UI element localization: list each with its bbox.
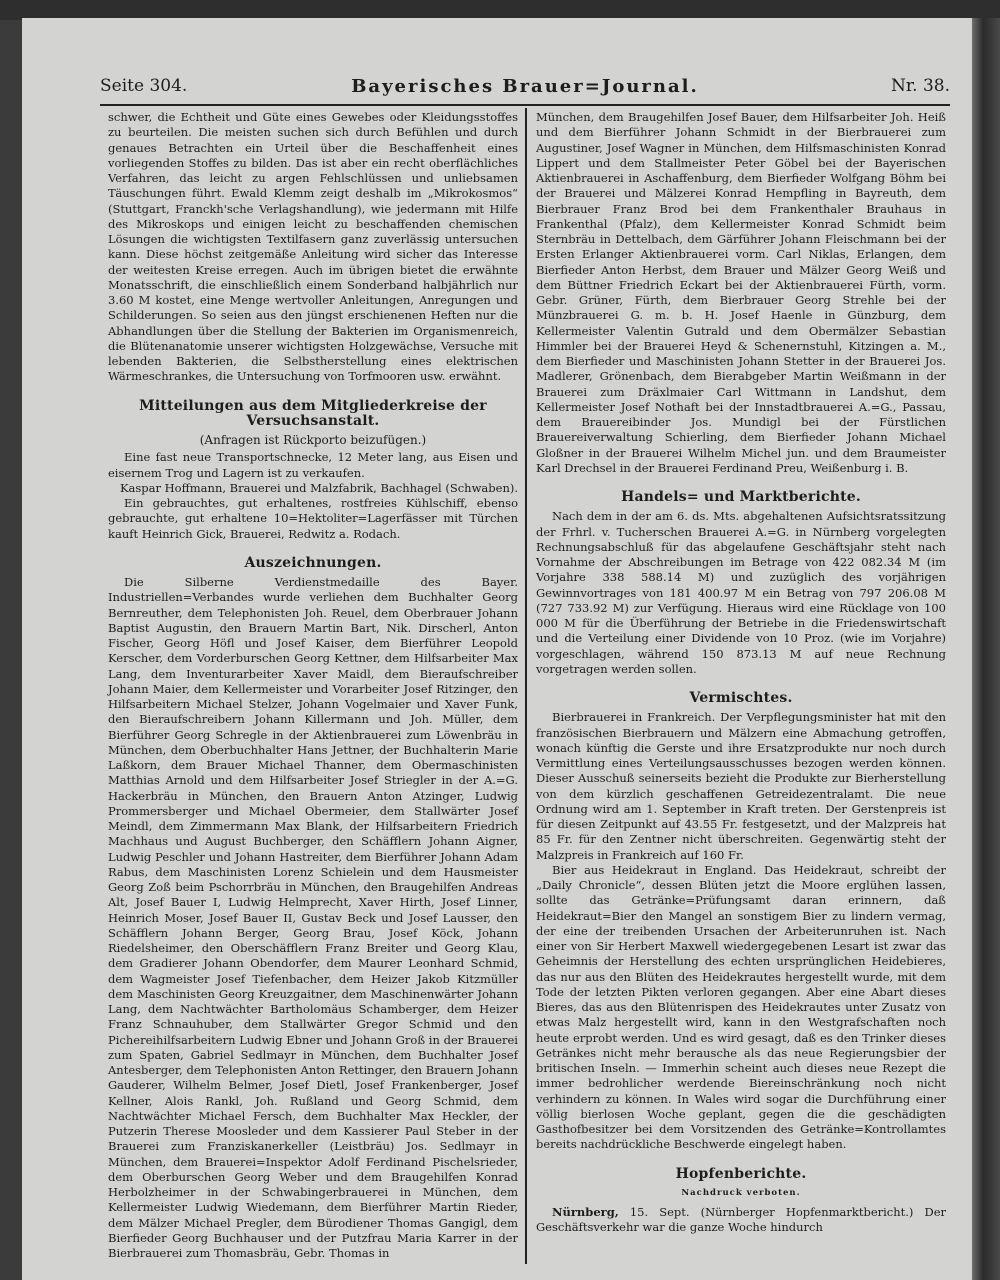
hopfen-report <box>536 1205 946 1236</box>
mitteilungen-subheading: (Anfragen ist Rückporto beizufügen.) <box>199 433 427 447</box>
vermischtes-article-2: Bier aus Heidekraut in England. Das Heidekraut, schreibt der „Daily Chronicle“, dessen Blüten jetzt die Moore erglühen lassen, sollte das Getränke=Prüfungsamt daran erinnern, daß Heidekraut=Bier den Mangel an sonstigem Bier zu lindern vermag, der eine der treibenden Ursachen der Arbeiterunruhen ist. Nach einer von Sir Herbert Maxwell wiedergegebenen Lesart ist zwar das Geheimnis der Herstellung des echten ursprünglichen Heidebieres, das nur aus den Blüten des Heidekrautes hergestellt wurde, mit dem Tode der letzten Pikten verloren gegangen. Aber eine Abart dieses Bieres, das aus den Blütenrispen des Heidekrautes unter Zusatz von etwas Malz hergestellt wird, kann in den Westgrafschaften noch heute erprobt werden. Und es wird gesagt, daß es den Trinker dieses Getränkes nicht mehr berausche als das neue Regierungsbier der britischen Inseln. — Immerhin scheint auch dieses neue Rezept die immer bedrohlicher werdende Biereinschränkung noch nicht verhindern zu können. In Wales wird sogar die Durchführung einer völlig bierlosen Woche geplant, gegen die die geschädigten Gasthofbesitzer bei dem Vorsitzenden des Getränke=Kontrollamtes bereits nachdrückliche Beschwerde eingelegt haben. <box>536 862 946 1152</box>
header-rule <box>100 104 950 106</box>
auszeichnungen-body: Die Silberne Verdienstmedaille des Bayer. Industriellen=Verbandes wurde verliehen dem Buchhalter Georg Bernreuther, dem Telephonisten Joh. Reuel, dem Oberbrauer Johann Baptist Augustin, den Brauern Martin Bart, Nik. Dirscherl, Anton Fischer, Georg Höfl und Josef Kaiser, dem Bierführer Leopold Kerscher, dem Vorderburschen Georg Kettner, dem Hilfsarbeiter Max Lang, dem Inventurarbeiter Xaver Maidl, dem Bieraufschreiber Johann Maier, dem Kellermeister und Vorarbeiter Josef Ritzinger, den Hilfsarbeitern Michael Stelzer, Johann Vogelmaier und Xaver Funk, den Bieraufschreibern Johann Killermann und Joh. Müller, dem Bierführer Georg Schregle in der Aktienbrauerei zum Löwenbräu in München, dem Oberbuchhalter Hans Jettner, der Buchhalterin Marie Laßkorn, dem Brauer Michael Thanner, dem Obermaschinisten Matthias Arnold und dem Hilfsarbeiter Josef Striegler in der A.=G. Hackerbräu in München, den Brauern Anton Atzinger, Ludwig Prommersberger und Michael Obermeier, dem Stallwärter Josef Meindl, dem Zimmermann Max Blank, der Hilfsarbeitern Friedrich Machhaus und August Buchberger, den Schäfflern Johann Aigner, Ludwig Peschler und Johann Hastreiter, dem Bierführer Johann Adam Rabus, dem Maschinisten Lorenz Schielein und dem Hausmeister Georg Zoß beim Pschorrbräu in München, den Braugehilfen Andreas Alt, Josef Bauer I, Ludwig Helmprecht, Xaver Hirth, Josef Linner, Heinrich Moser, Josef Bauer II, Gustav Beck und Josef Lausser, den Schäfflern Johann Berger, Georg Brau, Josef Köck, Johann Riedelsheimer, den Oberschäfflern Franz Breiter und Georg Klau, dem Gradierer Johann Obendorfer, dem Maurer Leonhard Schmid, dem Wagmeister Josef Tiefenbacher, dem Heizer Jakob Kitzmüller dem Maschinisten Georg Kreuzgaitner, dem Maschinenwärter Johann Lang, dem Nachtwächter Bartholomäus Schamberger, dem Heizer Franz Schnauhuber, dem Stallwärter Gregor Schmid und den Pichereihilfsarbeitern Ludwig Ebner und Johann Groß in der Brauerei zum Spaten, Gabriel Sedlmayr in München, dem Buchhalter Josef Antesberger, dem Telephonisten Anton Rettinger, den Brauern Johann Gauderer, Wilhelm Belmer, Josef Dietl, Josef Frankenberger, Josef Kellner, Alois Rankl, Joh. Rußland und Georg Schmid, dem Nachtwächter Michael Fersch, dem Buchhalter Max Heckler, der Putzerin Therese Moosleder und dem Kassierer Paul Steber in der Brauerei zum Franziskanerkeller (Leistbräu) Jos. Sedlmayr in München, dem Brauerei=Inspektor Adolf Ferdinand Pischelsrieder, dem Oberburschen Georg Weber und dem Braugehilfen Konrad Herbolzheimer in der Schwabingerbrauerei in München, dem Kellermeister Ludwig Wiedemann, dem Bierführer Martin Rieder, dem Mälzer Michael Pregler, dem Bürodiener Thomas Gangigl, dem Bierfieder Georg Buchhauser und der Putzfrau Maria Karrer in der Bierbrauerei zum Thomasbräu, Gebr. Thomas in <box>108 575 518 1260</box>
hopfen-heading: Hopfenberichte. <box>675 1165 807 1182</box>
journal-title: Bayerisches Brauer=Journal. <box>351 76 699 97</box>
left-column <box>108 110 518 1261</box>
column-divider <box>525 108 527 1264</box>
page-content <box>100 74 950 1274</box>
page-number: Seite 304. <box>100 76 188 96</box>
handels-body: Nach dem in der am 6. ds. Mts. abgehaltenen Aufsichtsratssitzung der Frhrl. v. Tucherschen Brauerei A.=G. in Nürnberg vorgelegten Rechnungsabschluß für das abgelaufene Geschäftsjahr steht nach Vornahme der Abschreibungen im Betrage von 422 082.34 M (im Vorjahre 338 588.14 M) und zuzüglich des vorjährigen Gewinnvortrages von 181 400.97 M ein Betrag von 797 206.08 M (727 733.92 M) zur Verfügung. Hieraus wird eine Rücklage von 100 000 M für die Überführung der Betriebe in die Friedenswirtschaft und die Verteilung einer Dividende von 10 Proz. (wie im Vorjahre) vorgeschlagen, während 150 873.13 M auf neue Rechnung vorgetragen werden sollen. <box>536 509 946 676</box>
auszeichnungen-heading: Auszeichnungen. <box>244 554 382 571</box>
auszeichnungen-continuation: München, dem Braugehilfen Josef Bauer, dem Hilfsarbeiter Joh. Heiß und dem Bierführer Johann Schmidt in der Bierbrauerei zum Augustiner, Josef Wagner in München, dem Hilfsmaschinisten Konrad Lippert und dem Stallmeister Peter Göbel bei der Bayerischen Aktienbrauerei in Aschaffenburg, dem Bierfieder Wolfgang Böhm bei der Brauerei und Mälzerei Konrad Hempfling in Bayreuth, dem Bierbrauer Franz Brod bei dem Frankenthaler Brauhaus in Frankenthal (Pfalz), dem Kellermeister Konrad Schmidt beim Sternbräu in Dettelbach, dem Gärführer Johann Fleischmann bei der Ersten Erlanger Aktienbrauerei vorm. Carl Niklas, Erlangen, dem Bierfieder Anton Herbst, dem Brauer und Mälzer Georg Weiß und dem Büttner Friedrich Eckart bei der Aktienbrauerei Fürth, vorm. Gebr. Grüner, Fürth, dem Bierbrauer Georg Strehle bei der Münzbrauerei G. m. b. H. Josef Haenle in Günzburg, dem Kellermeister Valentin Gutrald und dem Obermälzer Sebastian Himmler bei der Brauerei Heyd & Schenernstuhl, Kitzingen a. M., dem Bierfieder und Maschinisten Johann Stetter in der Brauerei Jos. Madlerer, Grönenbach, dem Bierabgeber Martin Weißmann in der Brauerei zum Dräxlmaier Carl Wittmann in Landshut, dem Kellermeister Josef Nothaft bei der Innstadtbrauerei A.=G., Passau, dem Brauereibinder Jos. Mundigl bei der Fürstlichen Brauereiverwaltung Schierling, dem Bierfieder Johann Michael Gloßner in der Brauerei Wilhelm Michel jun. und dem Braumeister Karl Drechsel in der Brauerei Ferdinand Preu, Weißenburg i. B. <box>536 110 946 475</box>
vermischtes-article-1: Bierbrauerei in Frankreich. Der Verpflegungsminister hat mit den französischen Bierbrauern und Mälzern eine Abmachung getroffen, wonach künftig die Gerste und ihre Ersatzprodukte nur noch durch Vermittlung eines Verteilungsausschusses bezogen werden können. Dieser Ausschuß seinerseits bezieht die Produkte zur Bierherstellung von dem kürzlich geschaffenen Getreidezentralamt. Die neue Ordnung wird am 1. September in Kraft treten. Der Gerstenpreis ist für diesen Zeitpunkt auf 43.55 Fr. festgesetzt, und der Malzpreis hat 85 Fr. für den Zentner nicht überschreiten. Gegenwärtig steht der Malzpreis in Frankreich auf 160 Fr. <box>536 710 946 862</box>
mitteilungen-notice-1-signature: Kaspar Hoffmann, Brauerei und Malzfabrik, Bachhagel (Schwaben). <box>119 480 518 495</box>
mitteilungen-notice-2: Ein gebrauchtes, gut erhaltenes, rostfreies Kühlschiff, ebenso gebrauchte, gut erhaltene 10=Hektoliter=Lagerfässer mit Türchen kauft Heinrich Gick, Brauerei, Redwitz a. Rodach. <box>108 496 518 541</box>
hopfen-body: 15. Sept. (Nürnberger Hopfenmarktbericht.) Der Geschäftsverkehr war die ganze Woche hindurch <box>536 1205 947 1235</box>
mitteilungen-notice-1: Eine fast neue Transportschnecke, 12 Meter lang, aus Eisen und eisernem Trog und Lagern ist zu verkaufen. <box>108 450 518 480</box>
scan-border-top <box>0 0 1000 20</box>
issue-number: Nr. 38. <box>891 76 950 96</box>
hopfen-place: Nürnberg, <box>552 1205 619 1219</box>
handels-heading: Handels= und Marktberichte. <box>621 489 861 505</box>
intro-paragraph: schwer, die Echtheit und Güte eines Gewebes oder Kleidungsstoffes zu beurteilen. Die meisten suchen sich durch Befühlen und durch genaues Betrachten ein Urteil über die Beschaffenheit eines vorliegenden Stoffes zu bilden. Das ist aber ein recht oberflächliches Verfahren, das leicht zu argen Fehlschlüssen und unliebsamen Täuschungen führt. Ewald Klemm zeigt deshalb im „Mikrokosmos“ (Stuttgart, Franckh'sche Verlagshandlung), wie jedermann mit Hilfe des Mikroskops und einigen leicht zu beschaffenden chemischen Lösungen die wichtigsten Textilfasern ganz zuverlässig untersuchen kann. Diese höchst zeitgemäße Anleitung wird sicher das Interesse der weitesten Kreise erregen. Auch im übrigen bietet die erwähnte Monatsschrift, die einschließlich einem Sonderband halbjährlich nur 3.60 M kostet, eine Menge wertvoller Anleitungen, Anregungen und Schilderungen. So seien aus den jüngst erschienenen Heften nur die Abhandlungen über die Stellung der Bakterien im Organismenreich, die Blütenanatomie unserer wichtigsten Holzgewächse, Versuche mit lebenden Bakterien, die Selbstherstellung eines elektrischen Wärmeschrankes, die Untersuchung von Torfmooren usw. erwähnt. <box>108 110 518 384</box>
vermischtes-heading: Vermischtes. <box>689 690 793 706</box>
hopfen-copyright-note: Nachdruck verboten. <box>681 1187 801 1198</box>
right-column <box>536 110 946 1236</box>
scan-border-right <box>972 18 1000 1280</box>
page-header <box>100 74 950 104</box>
mitteilungen-heading: Mitteilungen aus dem Mitgliederkreise der Versuchsanstalt. <box>139 397 487 429</box>
